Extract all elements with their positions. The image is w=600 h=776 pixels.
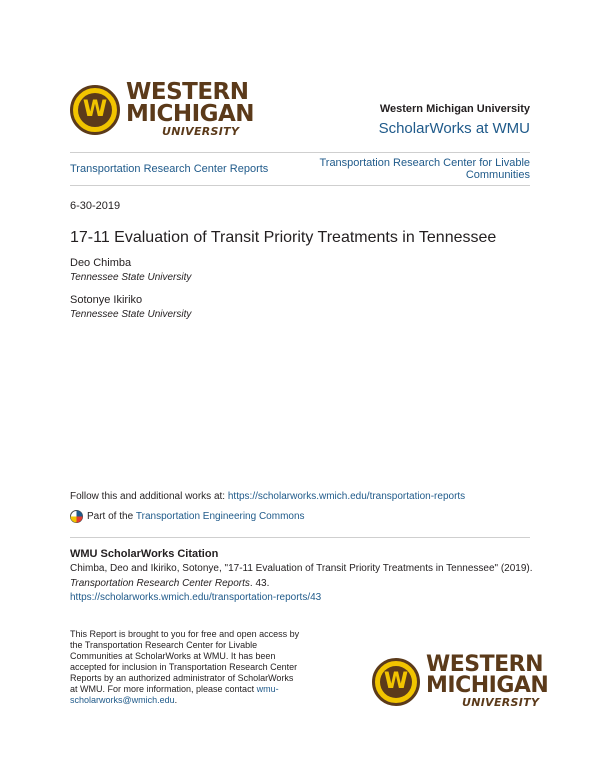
contact-email-link-part2[interactable]: scholarworks@wmich.edu (70, 695, 175, 705)
follow-line: Follow this and additional works at: https://scholarworks.wmich.edu/transportation-reports (70, 491, 466, 502)
access-notice: This Report is brought to you for free and open access by the Transportation Research Center for Livable Communities at ScholarWorks at WMU. It has been accepted for inclusion in Transportation Research Center Reports by an authorized administrator of ScholarWorks at WMU. For more information, please contact wmu- scholarworks@wmich.edu. (70, 629, 300, 705)
contact-email-link-part1[interactable]: wmu- (256, 684, 279, 694)
wmu-logo-bottom: W WESTERN MICHIGAN UNIVERSITY (372, 655, 548, 708)
author-2-affiliation: Tennessee State University (70, 309, 192, 320)
collection-link-reports[interactable]: Transportation Research Center Reports (70, 163, 269, 175)
commons-network-icon (70, 510, 83, 523)
document-title: 17-11 Evaluation of Transit Priority Treatments in Tennessee (70, 229, 497, 246)
divider-top (70, 152, 530, 153)
commons-link[interactable]: Transportation Engineering Commons (135, 511, 305, 522)
citation-text: Chimba, Deo and Ikiriko, Sotonye, "17-11 Evaluation of Transit Priority Treatments in Tennessee" (2019). (70, 563, 533, 574)
citation-url-link[interactable]: https://scholarworks.wmich.edu/transportation-reports/43 (70, 592, 322, 603)
divider-middle (70, 185, 530, 186)
part-of-line: Part of the Transportation Engineering Commons (70, 510, 305, 523)
follow-url-link[interactable]: https://scholarworks.wmich.edu/transportation-reports (227, 491, 466, 502)
collection-link-livable[interactable]: Transportation Research Center for Livable Communities (319, 157, 530, 181)
divider-citation (70, 537, 530, 538)
wmu-logo: W WESTERN MICHIGAN UNIVERSITY (70, 82, 254, 137)
citation-series-line: Transportation Research Center Reports. 43. (70, 578, 270, 589)
publication-date: 6-30-2019 (70, 200, 121, 212)
author-1-name[interactable]: Deo Chimba (70, 257, 132, 269)
citation-heading: WMU ScholarWorks Citation (70, 548, 219, 560)
author-2-name[interactable]: Sotonye Ikiriko (70, 294, 143, 306)
wmu-seal-icon-bottom: W (372, 658, 420, 706)
repository-name[interactable]: ScholarWorks at WMU (378, 120, 530, 137)
wmu-seal-icon: W (70, 85, 120, 135)
institution-name: Western Michigan University (379, 103, 530, 115)
author-1-affiliation: Tennessee State University (70, 272, 192, 283)
